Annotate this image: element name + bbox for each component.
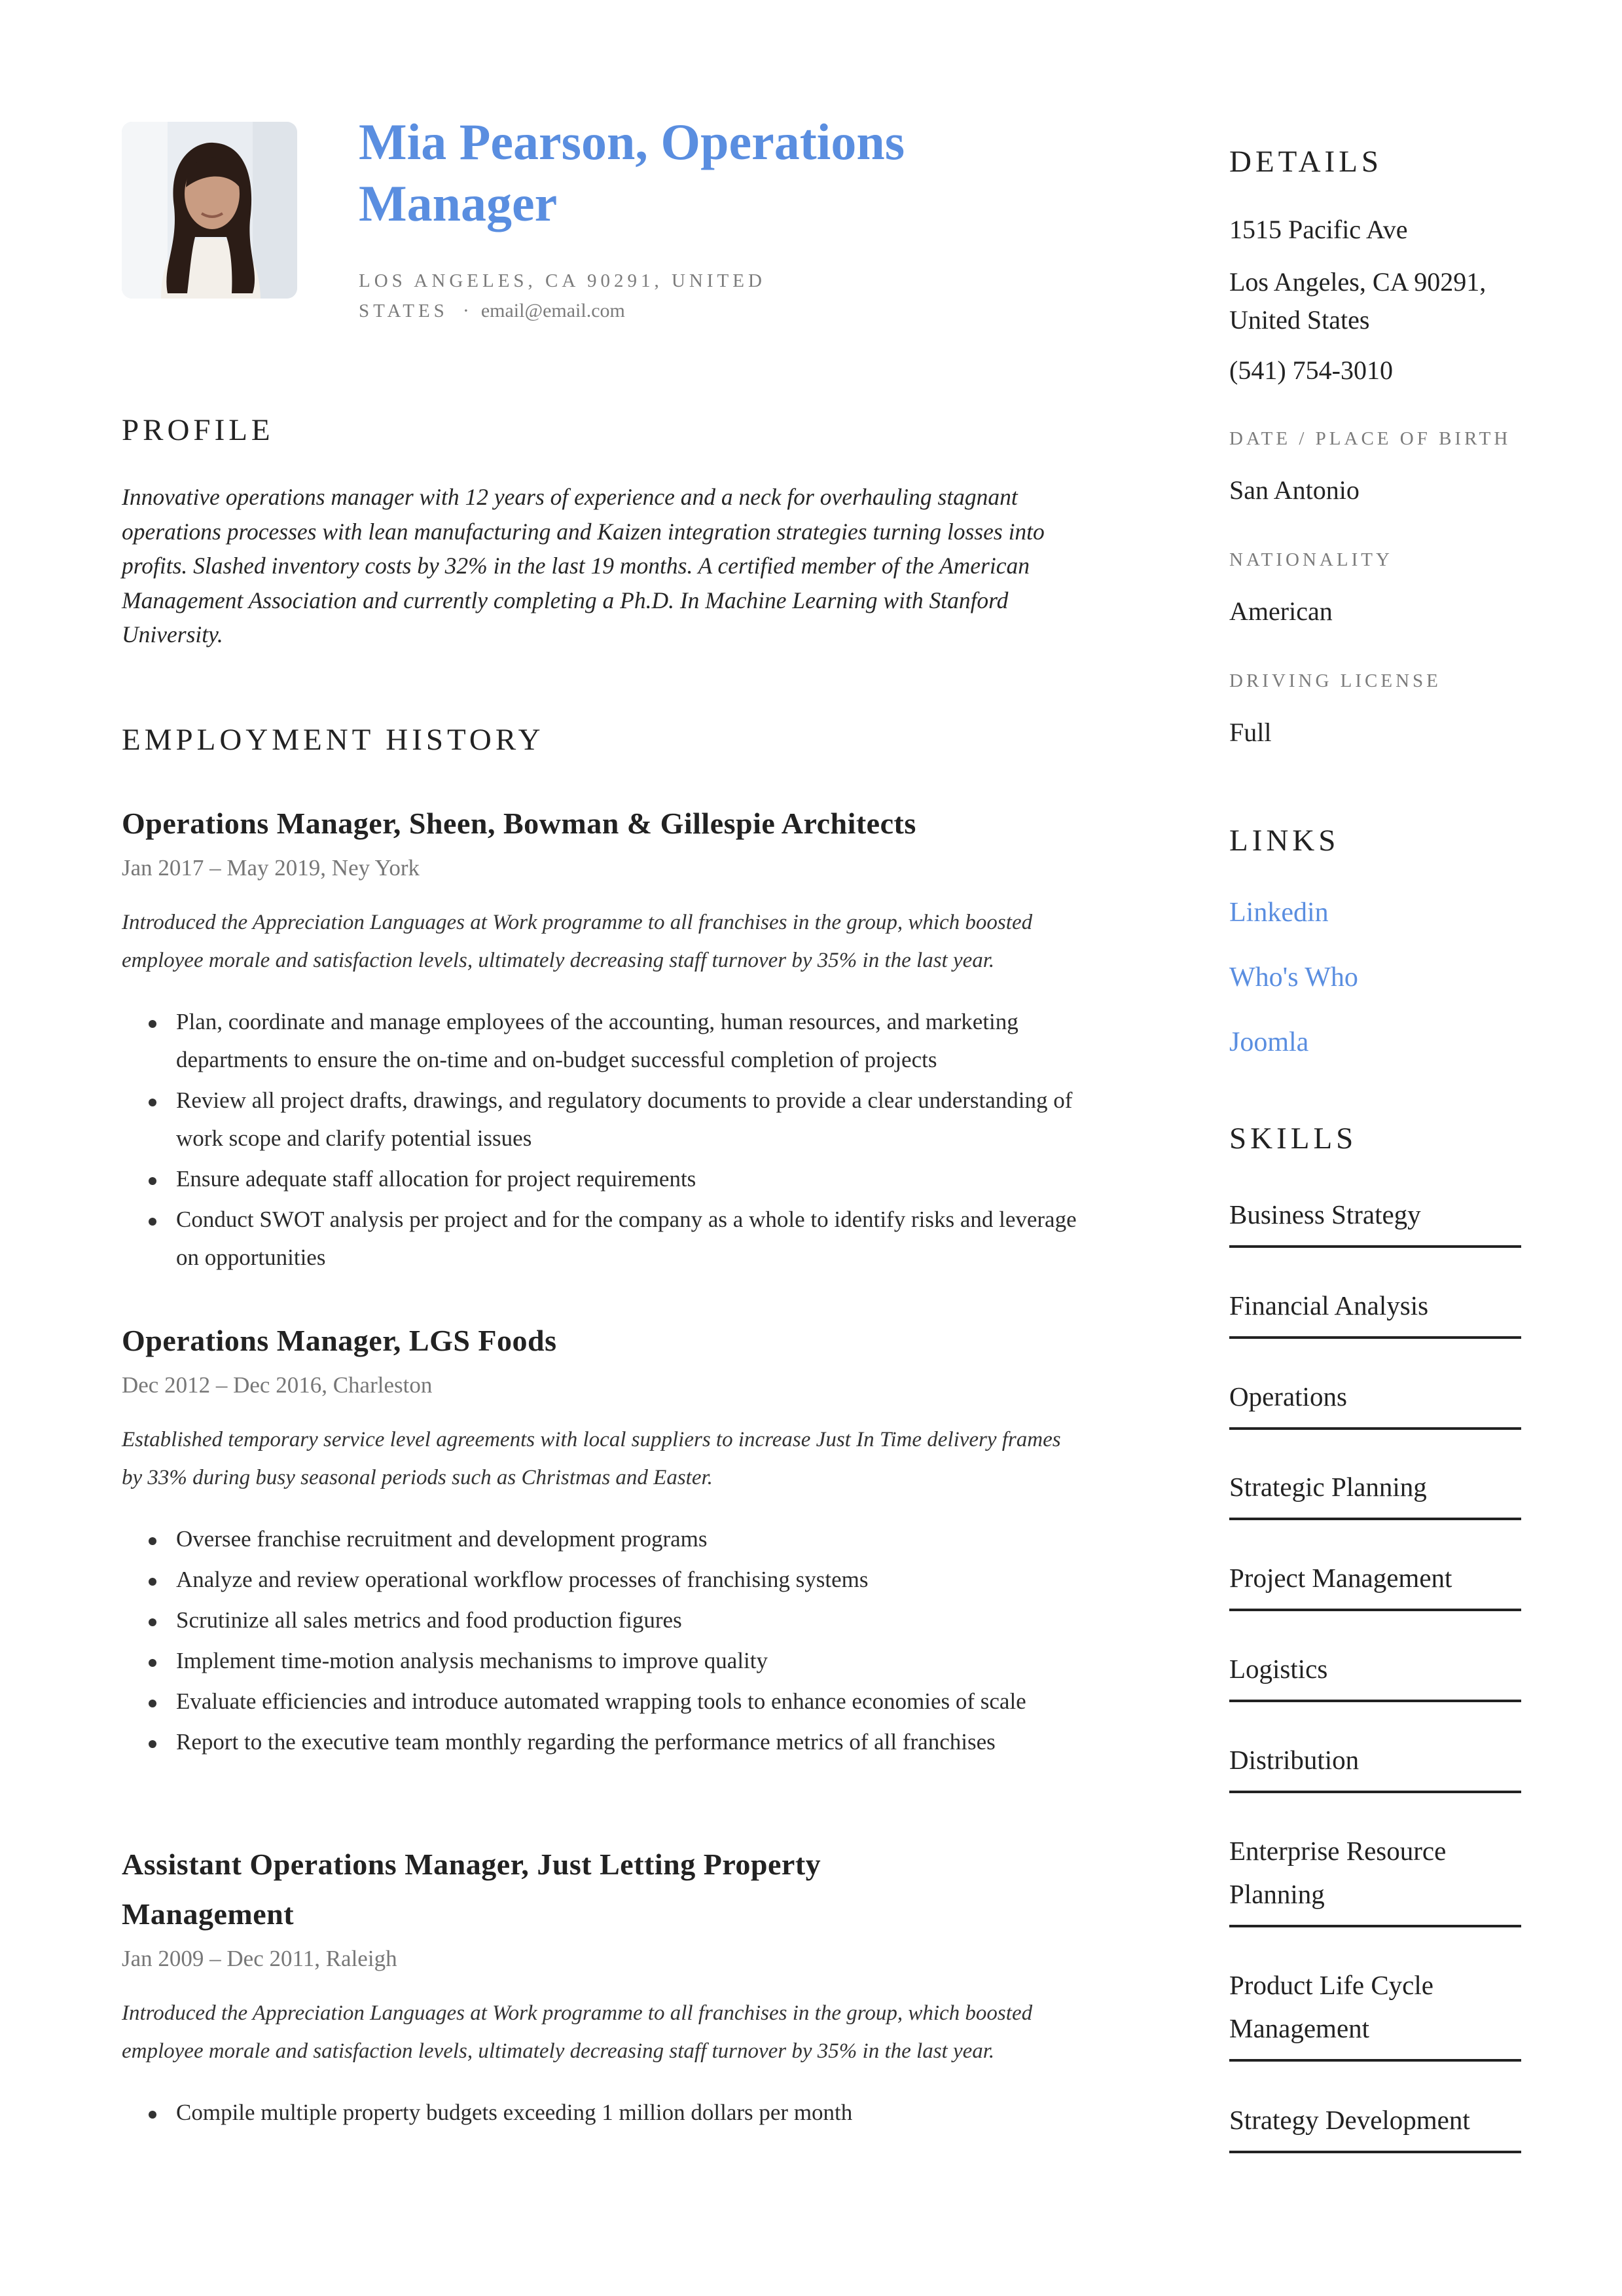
portrait-image (122, 122, 297, 299)
job-bullets (122, 1003, 1090, 1277)
skill-item (1229, 1963, 1521, 2050)
city-address: Los Angeles, CA 90291, United States (1229, 267, 1487, 335)
skill-divider (1229, 1245, 1521, 1248)
skill-divider (1229, 1609, 1521, 1611)
skill-item (1229, 1193, 1521, 1236)
bullet-text: Report to the executive team monthly regarding the performance metrics of all franchises (176, 1729, 996, 1755)
job-dates: Jan 2017 – May 2019, Ney York (122, 855, 420, 881)
employment-heading: EMPLOYMENT HISTORY (122, 723, 545, 757)
list-item (122, 1642, 1092, 1680)
list-item (122, 1601, 1092, 1639)
bullet-dot-icon (149, 1578, 156, 1586)
job-dates: Dec 2012 – Dec 2016, Charleston (122, 1372, 433, 1398)
bullet-text: Scrutinize all sales metrics and food production figures (176, 1607, 682, 1633)
bullet-text: Oversee franchise recruitment and development programs (176, 1526, 708, 1552)
bullet-text: Plan, coordinate and manage employees of the accounting, human resources, and marketing departments to ensure the on-time and on-budget successful completion of projects (176, 1009, 1018, 1072)
skill-divider (1229, 1791, 1521, 1793)
bullet-text: Conduct SWOT analysis per project and for the company as a whole to identify risks and leverage on opportunities (176, 1207, 1077, 1270)
skill-label: Project Management (1229, 1563, 1452, 1593)
bullet-dot-icon (149, 1099, 156, 1106)
bullet-dot-icon (149, 1700, 156, 1707)
bullet-dot-icon (149, 1537, 156, 1545)
license-value: Full (1229, 718, 1272, 747)
skill-item (1229, 2098, 1521, 2141)
job-description: Introduced the Appreciation Languages at Work programme to all franchises in the group, which boosted employee morale and satisfaction levels, ultimately decreasing staff turnover by 35% in the last year. (122, 2001, 1033, 2063)
skill-label: Business Strategy (1229, 1199, 1421, 1230)
skill-divider (1229, 1700, 1521, 1702)
nationality-label: NATIONALITY (1229, 549, 1393, 570)
contact-line (359, 266, 830, 326)
bullet-dot-icon (149, 1020, 156, 1028)
bullet-text: Implement time-motion analysis mechanisms to improve quality (176, 1648, 768, 1673)
job-entry (122, 799, 1090, 1279)
bullet-dot-icon (149, 1659, 156, 1667)
skill-item (1229, 1738, 1521, 1781)
list-item (122, 1160, 1092, 1198)
job-dates: Jan 2009 – Dec 2011, Raleigh (122, 1946, 397, 1971)
email-text: email@email.com (480, 300, 625, 321)
birth-value: San Antonio (1229, 475, 1360, 505)
skill-label: Enterprise Resource Planning (1229, 1836, 1447, 1909)
job-title: Operations Manager, Sheen, Bowman & Gillespie Architects (122, 807, 916, 840)
skill-divider (1229, 1427, 1521, 1430)
list-item (122, 1723, 1092, 1761)
bullet-text: Analyze and review operational workflow processes of franchising systems (176, 1567, 869, 1592)
list-item (122, 1082, 1092, 1157)
skill-label: Operations (1229, 1381, 1347, 1412)
skill-divider (1229, 2059, 1521, 2062)
bullet-text: Ensure adequate staff allocation for project requirements (176, 1166, 696, 1192)
skill-item (1229, 1284, 1521, 1327)
phone-number: (541) 754-3010 (1229, 355, 1393, 385)
details-heading: DETAILS (1229, 145, 1383, 179)
list-item (122, 2094, 1092, 2132)
link-joomla[interactable]: Joomla (1229, 1027, 1309, 1057)
skill-label: Financial Analysis (1229, 1290, 1429, 1321)
birth-label: DATE / PLACE OF BIRTH (1229, 428, 1511, 449)
link-whos-who[interactable]: Who's Who (1229, 962, 1358, 993)
address-line: LOS ANGELES, CA 90291, UNITED STATES (359, 270, 766, 321)
link-linkedin[interactable]: Linkedin (1229, 898, 1329, 928)
bullet-dot-icon (149, 1618, 156, 1626)
profile-text: Innovative operations manager with 12 years of experience and a neck for overhauling stagnant operations processes with lean manufacturing and Kaizen integration strategies turning losses into profits. Slashed inventory costs by 32% in the last 19 months. A certified member of the American Management Association and currently completing a Ph.D. In Machine Learning with Stanford University. (122, 484, 1045, 647)
job-description: Established temporary service level agreements with local suppliers to increase Just In Time delivery frames by 33% during busy seasonal periods such as Christmas and Easter. (122, 1428, 1061, 1489)
skill-divider (1229, 1518, 1521, 1520)
skill-label: Strategy Development (1229, 2105, 1470, 2135)
job-title: Operations Manager, LGS Foods (122, 1324, 557, 1357)
bullet-text: Review all project drafts, drawings, and regulatory documents to provide a clear understanding of work scope and clarify potential issues (176, 1087, 1073, 1151)
candidate-name: Mia Pearson, Operations Manager (359, 113, 905, 232)
job-bullets (122, 1520, 1090, 1761)
links-heading: LINKS (1229, 824, 1340, 858)
bullet-dot-icon (149, 1740, 156, 1748)
job-description: Introduced the Appreciation Languages at Work programme to all franchises in the group, which boosted employee morale and satisfaction levels, ultimately decreasing staff turnover by 35% in the last year. (122, 911, 1033, 972)
list-item (122, 1683, 1092, 1721)
bullet-dot-icon (149, 2111, 156, 2119)
skill-label: Strategic Planning (1229, 1472, 1427, 1502)
list-item (122, 1520, 1092, 1558)
bullet-dot-icon (149, 1218, 156, 1226)
bullet-text: Evaluate efficiencies and introduce automated wrapping tools to enhance economies of scale (176, 1688, 1026, 1714)
job-title: Assistant Operations Manager, Just Letting Property Management (122, 1848, 821, 1931)
skill-item (1229, 1647, 1521, 1690)
skills-heading: SKILLS (1229, 1121, 1358, 1156)
skill-divider (1229, 1336, 1521, 1339)
bullet-text: Compile multiple property budgets exceeding 1 million dollars per month (176, 2100, 853, 2125)
skill-divider (1229, 2151, 1521, 2153)
skill-item (1229, 1465, 1521, 1508)
skill-label: Distribution (1229, 1745, 1360, 1775)
list-item (122, 1561, 1092, 1599)
job-entry (122, 1840, 1090, 2134)
skill-item (1229, 1375, 1521, 1418)
list-item (122, 1003, 1092, 1079)
skill-item (1229, 1556, 1521, 1599)
skill-item (1229, 1829, 1521, 1916)
license-label: DRIVING LICENSE (1229, 670, 1441, 691)
profile-heading: PROFILE (122, 413, 274, 447)
job-entry (122, 1316, 1090, 1764)
job-bullets (122, 2094, 1090, 2132)
skill-divider (1229, 1925, 1521, 1927)
skill-label: Logistics (1229, 1654, 1328, 1684)
list-item (122, 1201, 1092, 1277)
street-address: 1515 Pacific Ave (1229, 215, 1408, 244)
profile-photo (122, 122, 297, 299)
nationality-value: American (1229, 596, 1333, 626)
bullet-dot-icon (149, 1177, 156, 1185)
skill-label: Product Life Cycle Management (1229, 1970, 1433, 2043)
separator-dot: · (462, 300, 469, 321)
